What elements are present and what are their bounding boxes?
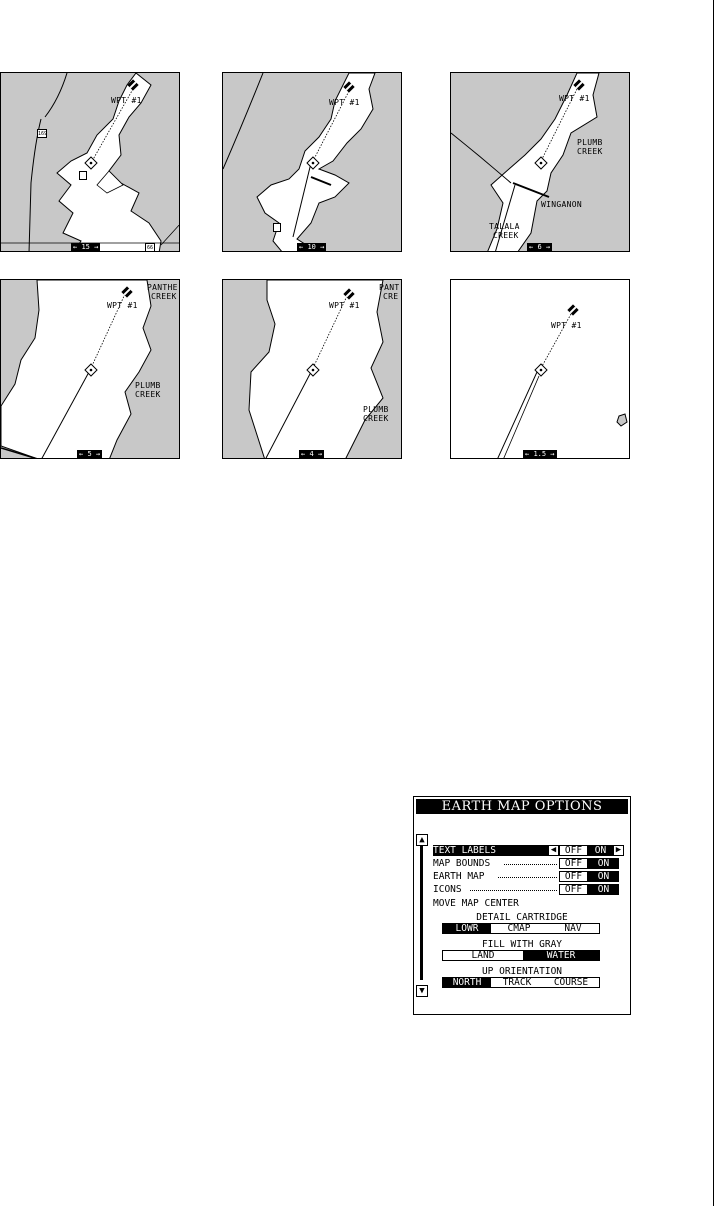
waypoint-label: WPT #1 [111,96,142,105]
option-water[interactable]: WATER [523,951,599,960]
map-drawing [1,280,180,459]
map-screen-zoom-10 [222,72,402,252]
place-label: CREEK [363,414,389,423]
toggle-on[interactable]: ON [588,858,619,869]
waypoint-label: WPT #1 [329,301,360,310]
option-course[interactable]: COURSE [543,978,599,987]
map-drawing [1,73,180,252]
waypoint-label: WPT #1 [559,94,590,103]
zoom-scale-badge: ← 15 → [73,243,99,251]
option-land[interactable]: LAND [443,951,523,960]
map-drawing [223,280,402,459]
toggle-off[interactable]: OFF [559,871,588,882]
place-label: CREEK [493,231,519,240]
map-screen-zoom-5 [0,279,180,459]
text-labels-option[interactable] [433,845,554,856]
option-label: MAP BOUNDS [433,858,491,869]
toggle-off[interactable]: OFF [559,858,588,869]
earth-map-option[interactable] [433,871,484,882]
left-arrow-icon[interactable]: ◀ [548,845,559,856]
place-label: CRE [383,292,399,301]
map-bounds-option[interactable] [433,858,490,869]
place-label: PANT [379,283,400,292]
zoom-scale-badge: ← 6 → [529,243,551,251]
zoom-scale-badge: ← 1.5 → [525,450,555,458]
place-label: PANTHE [147,283,178,292]
dialog-title: EARTH MAP OPTIONS [416,799,628,814]
down-arrow-icon[interactable]: ▼ [416,985,428,997]
text-labels-toggle[interactable] [548,845,624,856]
toggle-on[interactable]: ON [588,871,619,882]
right-arrow-icon[interactable]: ▶ [613,845,624,856]
zoom-scale-badge: ← 10 → [299,243,325,251]
place-label: CREEK [577,147,603,156]
scrollbar-track[interactable] [420,835,423,980]
move-map-center-option[interactable]: MOVE MAP CENTER [433,898,519,909]
poi-icon [273,223,281,232]
icons-option[interactable] [433,884,462,895]
dotted-leader [498,877,557,878]
map-drawing [223,73,402,252]
earth-map-toggle[interactable] [559,871,619,882]
up-arrow-icon[interactable]: ▲ [416,834,428,846]
waypoint-label: WPT #1 [107,301,138,310]
poi-icon [79,171,87,180]
map-drawing [451,73,630,252]
up-orientation-heading: UP ORIENTATION [481,966,563,977]
option-nav[interactable]: NAV [547,924,599,933]
place-label: TALALA [489,222,520,231]
toggle-on[interactable]: ON [588,845,613,856]
detail-cartridge-heading: DETAIL CARTRIDGE [476,912,568,923]
place-label: CREEK [151,292,177,301]
map-screen-zoom-1-5 [450,279,630,459]
map-drawing [451,280,630,459]
zoom-scale-badge: ← 4 → [301,450,323,458]
option-label: ICONS [433,884,462,895]
map-screen-zoom-4 [222,279,402,459]
earth-map-options-dialog [413,796,631,1015]
place-label: PLUMB [363,405,389,414]
zoom-scale-badge: ← 5 → [79,450,101,458]
waypoint-label: WPT #1 [329,98,360,107]
fill-with-gray-selector[interactable] [442,950,600,961]
dotted-leader [470,890,557,891]
place-label: PLUMB [135,381,161,390]
highway-shield-icon: 169 [38,131,48,137]
place-label: PLUMB [577,138,603,147]
option-track[interactable]: TRACK [491,978,543,987]
highway-shield-icon: 66 [146,245,154,251]
option-label: TEXT LABELS [433,845,496,856]
detail-cartridge-selector[interactable] [442,923,600,934]
option-label: EARTH MAP [433,871,485,882]
dotted-leader [504,864,557,865]
map-bounds-toggle[interactable] [559,858,619,869]
toggle-off[interactable]: OFF [559,884,588,895]
toggle-off[interactable]: OFF [559,845,588,856]
fill-with-gray-heading: FILL WITH GRAY [481,939,563,950]
option-cmap[interactable]: CMAP [491,924,547,933]
place-label: WINGANON [541,200,582,209]
option-lowr[interactable]: LOWR [443,924,491,933]
place-label: CREEK [135,390,161,399]
toggle-on[interactable]: ON [588,884,619,895]
icons-toggle[interactable] [559,884,619,895]
map-screen-zoom-15 [0,72,180,252]
map-screen-zoom-6 [450,72,630,252]
waypoint-label: WPT #1 [551,321,582,330]
up-orientation-selector[interactable] [442,977,600,988]
option-north[interactable]: NORTH [443,978,491,987]
page-edge-rule [713,0,714,1206]
